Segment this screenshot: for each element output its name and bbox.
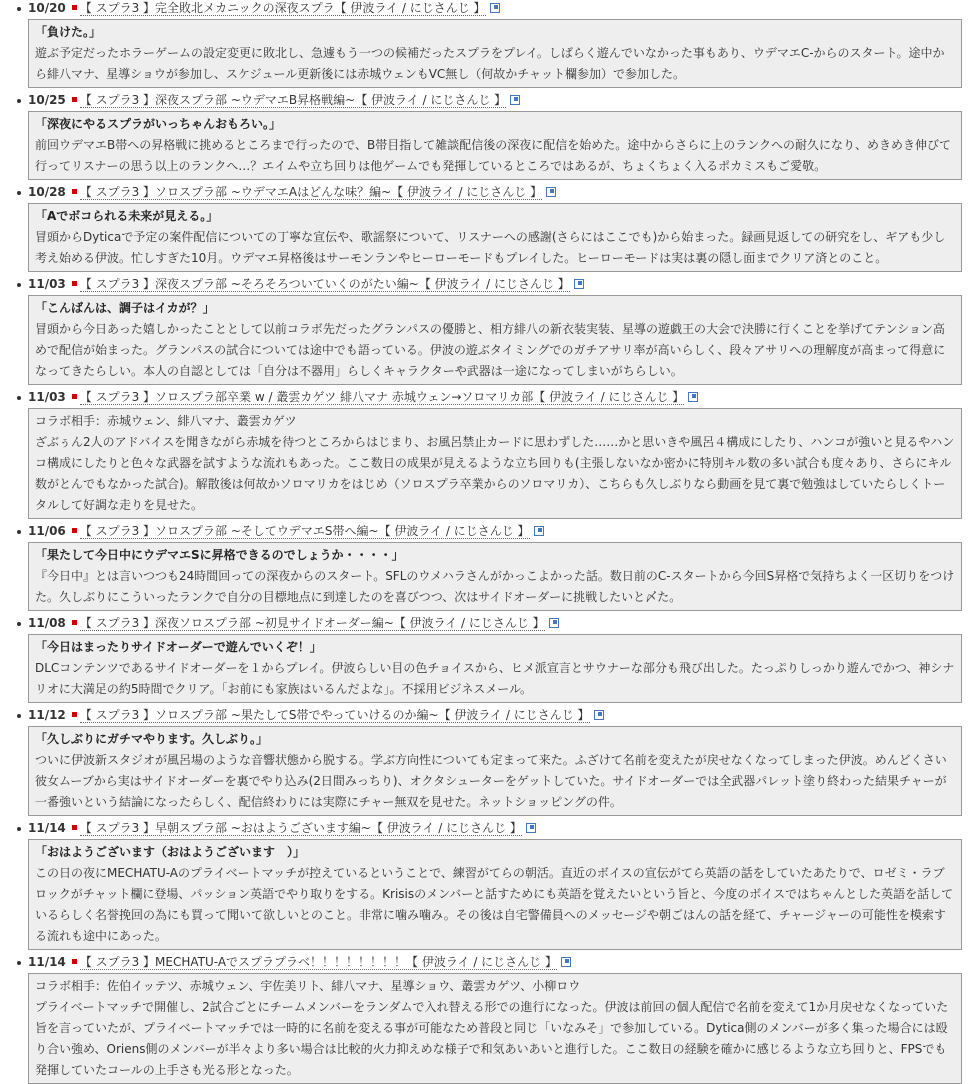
entry-header [28, 954, 976, 971]
entry-quote: 「久しぶりにガチマやります。久しぶり。」 [35, 732, 269, 746]
list-item [13, 389, 976, 519]
list-item [13, 523, 976, 611]
entry-header [28, 92, 976, 109]
entry-summary: ざぶぅん2人のアドバイスを聞きながら赤城を待つところからはじまり、お風呂禁止カードに思わずした……かと思いきや風呂４構成にしたり、ハンコが強いと見るやハンコ構成にしたりと色々な武器を試すような流れもあった。ここ数日の成果が見えるような立ち回りも(主張しないなか密かに特別キル数の多い試合も度々あり、さらにキル数がとんでもなかった試合)。解散後は何故かソロマリカをはじめ（ソロスプラ卒業からのソロマリカ）、こちらも久しぶりなら動画を見て裏で勉強はしていたらしくトータルして好調な走りを見せた。 [35, 435, 955, 512]
entry-date: 11/03 [28, 277, 66, 291]
entry-quote: 「今日はまったりサイドオーダーで遊んでいくぞ！」 [35, 640, 322, 654]
red-square-icon [72, 281, 77, 286]
entry-quote: 「深夜にやるスプラがいっちゃんおもろい。」 [35, 117, 282, 131]
red-square-icon [72, 825, 77, 830]
summary-box [28, 203, 962, 272]
summary-box [28, 542, 962, 611]
entry-quote: 「おはようございます（おはようございます ）」 [35, 845, 306, 859]
list-item [13, 954, 976, 1084]
summary-box [28, 839, 962, 950]
entry-summary: 遊ぶ予定だったホラーゲームの設定変更に敗北し、急遽もう一つの候補だったスプラをプレイ。しばらく遊んでいなかった事もあり、ウデマエC-からのスタート。途中から緋八マナ、星導ショウが参加し、スケジュール更新後には赤城ウェンもVC無し（何故かチャット欄参加）で参加した。 [35, 46, 945, 81]
red-square-icon [72, 394, 77, 399]
red-square-icon [72, 97, 77, 102]
entry-summary: プライベートマッチで開催し、2試合ごとにチームメンバーをランダムで入れ替える形での進行になった。伊波は前回の個人配信で名前を変えて1か月戻せなくなっていた旨を言っていたが、プライベートマッチでは一時的に名前を変える事が可能なため普段と同じ「いなみそ」で参加している。Dytica側のメンバーが多く集った場合には殴り合い強め、Oriens側のメンバーが半々より多い場合は比較的火力抑えめな様子で和気あいあいと進行した。ここ数日の経験を確かに感じるような立ち回りと、FPSでも発揮していたコールの上手さも光る形となった。 [35, 1000, 949, 1077]
entry-summary: DLCコンテンツであるサイドオーダーを１からプレイ。伊波らしい目の色チョイスから、ヒメ派宣言とサウナーな部分も飛び出した。たっぷりしっかり遊んでかつ、神シナリオに大満足の約5時間でクリア。「お前にも家族はいるんだよな」。不採用ビジネスメール。 [35, 661, 955, 696]
external-link-icon[interactable] [594, 710, 604, 720]
entry-quote: 「果たして今日中にウデマエSに昇格できるのでしょうか・・・・」 [35, 548, 404, 562]
entry-date: 11/06 [28, 524, 66, 538]
red-square-icon [72, 528, 77, 533]
entry-header [28, 523, 976, 540]
entry-quote: 「こんばんは、調子はイカが？」 [35, 301, 215, 315]
external-link-icon[interactable] [526, 823, 536, 833]
external-link-icon[interactable] [546, 187, 556, 197]
video-title-link[interactable]: 【 スプラ3 】早朝スプラ部 ~おはようございます編~【 伊波ライ / にじさんじ 】 [79, 821, 522, 835]
video-title-link[interactable]: 【 スプラ3 】ソロスプラ部卒業 w / 叢雲カゲツ 緋八マナ 赤城ウェン→ソロマリカ部【 伊波ライ / にじさんじ 】 [79, 390, 685, 404]
external-link-icon[interactable] [490, 3, 500, 13]
collab-partners: コラボ相手：佐伯イッテツ、赤城ウェン、宇佐美リト、緋八マナ、星導ショウ、叢雲カゲツ、小柳ロウ [35, 979, 581, 993]
entry-summary: 前回ウデマエB帯への昇格戦に挑めるところまで行ったので、B帯目指して雑談配信後の深夜に配信を始めた。途中からさらに上のランクへの耐久になり、めきめき伸びて行ってリスナーの思う以上のランクへ…？エイムや立ち回りは他ゲームでも発揮しているところではあるが、ちょくちょく入るポカミスもご愛敬。 [35, 138, 951, 173]
video-title-link[interactable]: 【 スプラ3 】深夜スプラ部 ~そろそろついていくのがたい編~【 伊波ライ / にじさんじ 】 [79, 277, 570, 291]
entry-header [28, 0, 976, 17]
video-title-link[interactable]: 【 スプラ3 】MECHATU-Aでスプラプラベ！！！！！！！！【 伊波ライ / にじさんじ 】 [79, 955, 557, 969]
video-title-link[interactable]: 【 スプラ3 】完全敗北メカニックの深夜スプラ【 伊波ライ / にじさんじ 】 [79, 1, 486, 15]
entry-quote: 「Aでボコられる未来が見える。」 [35, 209, 219, 223]
summary-box [28, 408, 962, 519]
external-link-icon[interactable] [574, 279, 584, 289]
entry-date: 10/28 [28, 185, 66, 199]
external-link-icon[interactable] [534, 526, 544, 536]
entry-header [28, 707, 976, 724]
external-link-icon[interactable] [688, 392, 698, 402]
red-square-icon [72, 620, 77, 625]
video-title-link[interactable]: 【 スプラ3 】ソロスプラ部 ~果たしてS帯でやっていけるのか編~【 伊波ライ / にじさんじ 】 [79, 708, 590, 722]
entry-date: 11/12 [28, 708, 66, 722]
entry-summary: 冒頭からDyticaで予定の案件配信についての丁寧な宣伝や、歌謡祭について、リスナーへの感謝(さらにはここでも)から始まった。録画見返しての研究をし、ギアも少し考え始める伊波。忙しすぎた10月。ウデマエ昇格後はサーモンランやヒーローモードもプレイした。ヒーローモードは実は裏の隠し面までクリア済とのこと。 [35, 230, 946, 265]
list-item [13, 820, 976, 950]
entry-header [28, 820, 976, 837]
entry-summary: 冒頭から今日あった嬉しかったこととして以前コラボ先だったグランパスの優勝と、相方緋八の新衣装実装、星導の遊戯王の大会で決勝に行くことを挙げてテンション高めで配信が始まった。グランパスの試合については途中でも語っている。伊波の遊ぶタイミングでのガチアサリ率が高いらしく、段々アサリへの理解度が高まって得意になってきたらしい。本人の自認としては「自分は不器用」らしくキャラクターや武器は一途になってしまいがちらしい。 [35, 322, 946, 378]
red-square-icon [72, 712, 77, 717]
red-square-icon [72, 5, 77, 10]
external-link-icon[interactable] [561, 957, 571, 967]
list-item [13, 0, 976, 88]
summary-box [28, 973, 962, 1084]
collab-partners: コラボ相手：赤城ウェン、緋八マナ、叢雲カゲツ [35, 414, 297, 428]
video-title-link[interactable]: 【 スプラ3 】ソロスプラ部 ~ウデマエAはどんな味？編~【 伊波ライ / にじさんじ 】 [79, 185, 543, 199]
entry-header [28, 276, 976, 293]
red-square-icon [72, 959, 77, 964]
list-item [13, 184, 976, 272]
entry-header [28, 389, 976, 406]
entry-date: 10/20 [28, 1, 66, 15]
summary-box [28, 634, 962, 703]
entry-summary: ついに伊波新スタジオが風呂場のような音響状態から脱する。学ぶ方向性についても定まって来た。ふざけて名前を変えたが戻せなくなってしまった伊波。めんどくさい彼女ムーブから実はサイドオーダーを裏でやり込み(2日間みっちり)、オクタシューターをゲットしていた。サイドオーダーでは全武器パレット塗り終わった結果チャーが一番強いという結論になったらしく、配信終わりには実際にチャー無双を見せた。ネットショッピングの件。 [35, 753, 947, 809]
entry-summary: 『今日中』とは言いつつも24時間回っての深夜からのスタート。SFLのウメハラさんがかっこよかった話。数日前のC-スタートから今回S昇格で気持ちよく一区切りをつけた。久しぶりにこういったランクで自分の目標地点に到達したのを喜びつつ、次はサイドオーダーに挑戦したいと〆た。 [35, 569, 955, 604]
video-title-link[interactable]: 【 スプラ3 】深夜スプラ部 ~ウデマエB昇格戦編~【 伊波ライ / にじさんじ 】 [79, 93, 507, 107]
entry-date: 11/08 [28, 616, 66, 630]
list-item [13, 92, 976, 180]
entry-date: 11/03 [28, 390, 66, 404]
red-square-icon [72, 189, 77, 194]
entry-summary: この日の夜にMECHATU-Aのプライベートマッチが控えているということで、練習がてらの朝活。直近のボイスの宣伝がてら英語の話をしていたあたりで、ロゼミ・ラブロックがチャット欄に登場、パッション英語でやり取りをする。Krisisのメンバーと話すためにも英語を覚えたいという旨と、今度のボイスではちゃんとした英語を話しているらしく名誉挽回の為にも買って聞いて欲しいとのこと。非常に噛み噛み。その後は自宅警備員へのメッセージや朝ごはんの話を経て、チャージャーの可能性を模索する流れも途中にあった。 [35, 866, 954, 943]
list-item [13, 615, 976, 703]
external-link-icon[interactable] [510, 95, 520, 105]
entry-header [28, 184, 976, 201]
video-title-link[interactable]: 【 スプラ3 】深夜ソロスプラ部 ~初見サイドオーダー編~【 伊波ライ / にじさんじ 】 [79, 616, 545, 630]
external-link-icon[interactable] [549, 618, 559, 628]
entry-date: 10/25 [28, 93, 66, 107]
list-item [13, 276, 976, 385]
list-item [13, 707, 976, 816]
summary-box [28, 111, 962, 180]
summary-box [28, 295, 962, 385]
entry-date: 11/14 [28, 955, 66, 969]
summary-box [28, 19, 962, 88]
video-title-link[interactable]: 【 スプラ3 】ソロスプラ部 ~そしてウデマエS帯へ編~【 伊波ライ / にじさんじ 】 [79, 524, 530, 538]
entry-quote: 「負けた。」 [35, 25, 102, 39]
entry-date: 11/14 [28, 821, 66, 835]
entry-header [28, 615, 976, 632]
summary-box [28, 726, 962, 816]
